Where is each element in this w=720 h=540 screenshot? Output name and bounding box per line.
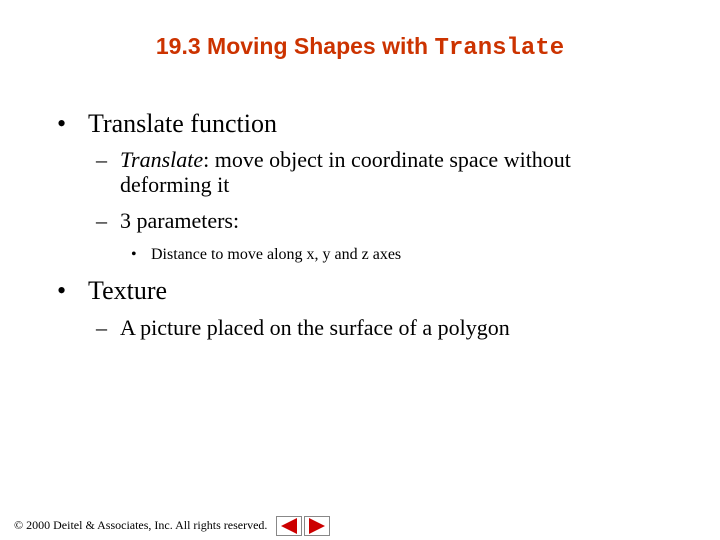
slide-title-text: 19.3 Moving Shapes with: [155, 33, 435, 59]
bullet-glyph: •: [57, 276, 67, 305]
term-text: Translate: [120, 147, 204, 172]
sub-sub-bullet-item: [131, 245, 401, 265]
sub-bullet-item: [96, 147, 626, 197]
sub-bullet-text: A picture placed on the surface of a polygon: [120, 315, 510, 340]
copyright-footer: © 2000 Deitel & Associates, Inc. All rights reserved.: [14, 518, 268, 532]
dash-glyph: –: [96, 208, 107, 233]
bullet-item: [57, 276, 167, 306]
bullet-glyph: •: [131, 246, 137, 263]
sub-bullet-text: : move object in coordinate space without deforming it: [120, 147, 571, 197]
bullet-text: Translate function: [88, 109, 277, 138]
bullet-glyph: •: [57, 109, 67, 138]
slide-title-code: Translate: [434, 35, 565, 62]
dash-glyph: –: [96, 147, 107, 172]
sub-bullet-item: [96, 208, 239, 233]
sub-bullet-text: 3 parameters:: [120, 208, 240, 233]
slide-title: [0, 33, 720, 62]
bullet-item: [57, 109, 277, 139]
bullet-text: Texture: [88, 276, 168, 305]
dash-glyph: –: [96, 315, 107, 340]
sub-sub-bullet-text: Distance to move along x, y and z axes: [151, 246, 402, 263]
previous-slide-button[interactable]: [276, 516, 302, 536]
sub-bullet-item: [96, 315, 510, 340]
next-slide-button[interactable]: [304, 516, 330, 536]
